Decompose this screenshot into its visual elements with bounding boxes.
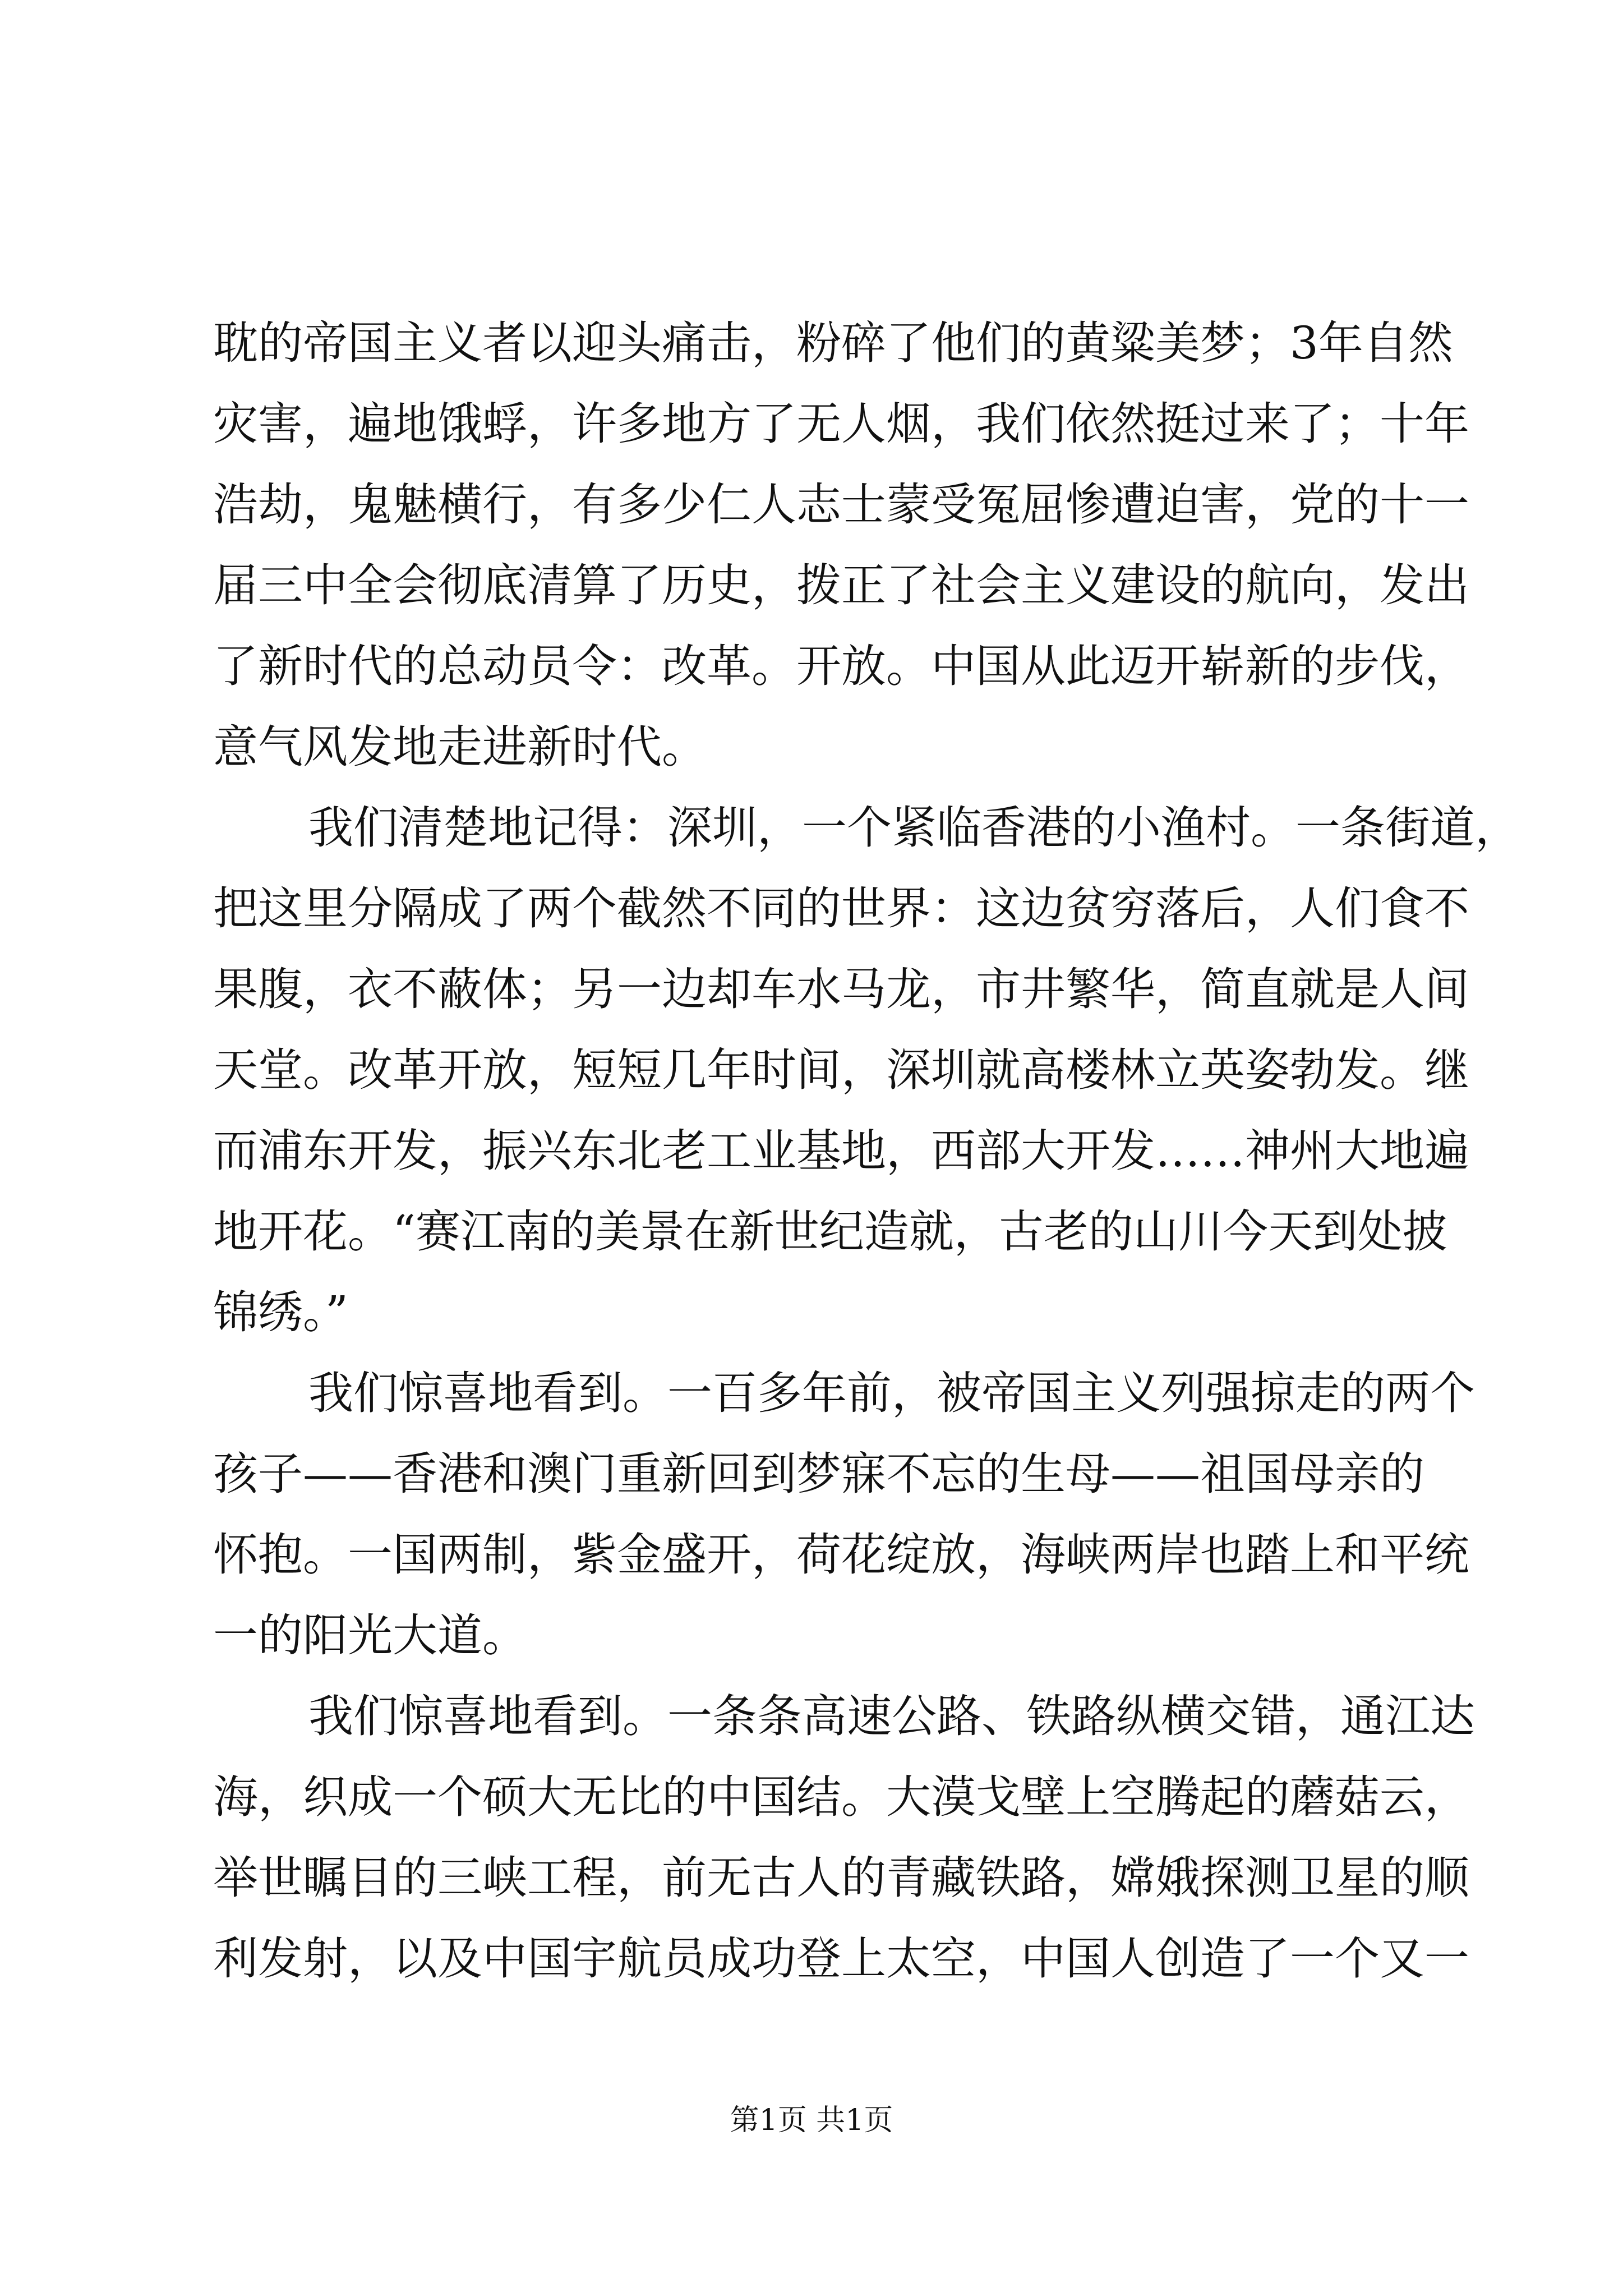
- text-line: 意气风发地走进新时代。: [213, 721, 707, 773]
- text-line: 举世瞩目的三峡工程，前无古人的青藏铁路，嫦娥探测卫星的顺: [213, 1852, 1469, 1904]
- text-line: 孩子——香港和澳门重新回到梦寐不忘的生母——祖国母亲的: [213, 1448, 1424, 1500]
- paragraph-start-line: 我们惊喜地看到。一条条高速公路、铁路纵横交错，通江达: [308, 1690, 1475, 1742]
- text-line: 怀抱。一国两制，紫金盛开，荷花绽放，海峡两岸也踏上和平统: [213, 1529, 1469, 1581]
- paragraph-start-line: 我们清楚地记得：深圳，一个紧临香港的小渔村。一条街道，: [308, 802, 1520, 854]
- text-line: 了新时代的总动员令：改革。开放。中国从此迈开崭新的步伐，: [213, 640, 1469, 692]
- text-line: 届三中全会彻底清算了历史，拨正了社会主义建设的航向，发出: [213, 559, 1469, 611]
- text-line: 地开花。“赛江南的美景在新世纪造就，古老的山川今天到处披: [213, 1205, 1447, 1258]
- text-line: 利发射，以及中国宇航员成功登上太空，中国人创造了一个又一: [213, 1932, 1469, 1985]
- document-body: [213, 303, 1520, 1999]
- text-line: 天堂。改革开放，短短几年时间，深圳就高楼林立英姿勃发。继: [213, 1044, 1469, 1096]
- text-line: 而浦东开发，振兴东北老工业基地，西部大开发……神州大地遍: [213, 1125, 1469, 1177]
- page-footer: 第1页 共1页: [730, 2104, 893, 2137]
- text-line: 果腹，衣不蔽体；另一边却车水马龙，市井繁华，简直就是人间: [213, 963, 1469, 1015]
- text-line: 灾害，遍地饿蜉，许多地方了无人烟，我们依然挺过来了；十年: [213, 398, 1469, 450]
- text-line: 耽的帝国主义者以迎头痛击，粉碎了他们的黄粱美梦；3年自然: [213, 317, 1453, 369]
- text-line: 浩劫，鬼魅横行，有多少仁人志士蒙受冤屈惨遭迫害，党的十一: [213, 478, 1469, 531]
- text-line: 海，织成一个硕大无比的中国结。大漠戈壁上空腾起的蘑菇云，: [213, 1771, 1469, 1823]
- text-line: 锦绣。”: [213, 1286, 348, 1338]
- text-line: 一的阳光大道。: [213, 1609, 527, 1662]
- text-line: 把这里分隔成了两个截然不同的世界：这边贫穷落后，人们食不: [213, 882, 1469, 935]
- paragraph-start-line: 我们惊喜地看到。一百多年前，被帝国主义列强掠走的两个: [308, 1367, 1475, 1419]
